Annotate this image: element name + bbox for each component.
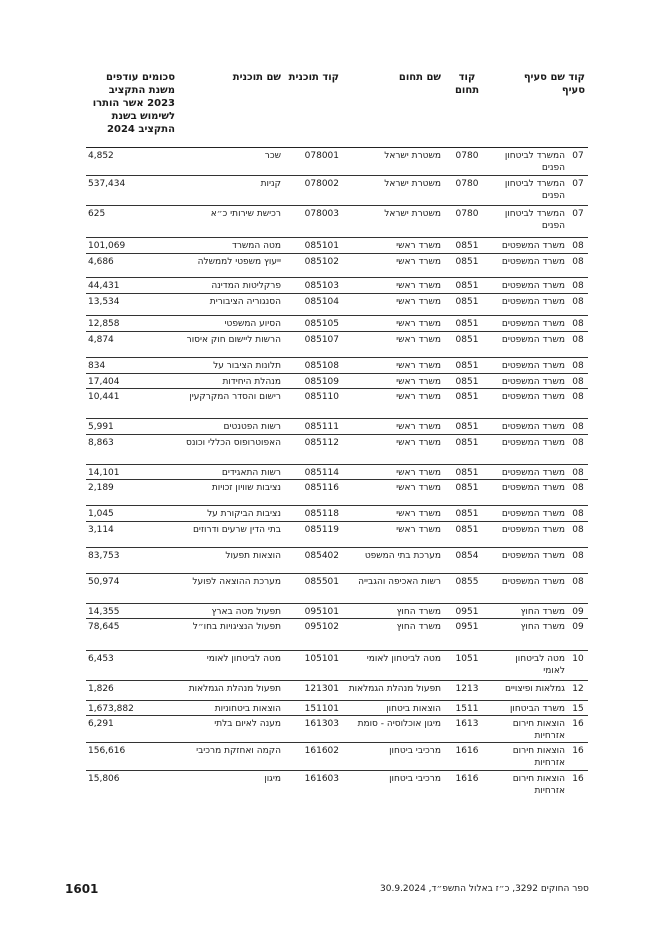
- cell-amount: 44,431: [88, 281, 120, 291]
- cell-prog-code: 161602: [304, 746, 339, 756]
- cell-area-code: 0851: [455, 361, 479, 371]
- cell-sec-code: 08: [572, 483, 584, 493]
- cell-area-name: מרכיבי ביטחון: [389, 746, 441, 756]
- cell-amount: 1,045: [88, 509, 114, 519]
- cell-sec-name: משרד המשפטים: [501, 525, 565, 535]
- table-row: [86, 176, 588, 206]
- cell-prog-name: תלונות הציבור על: [213, 361, 281, 371]
- cell-area-code: 0851: [455, 422, 479, 432]
- cell-area-code: 0780: [455, 151, 479, 161]
- cell-area-code: 0851: [455, 483, 479, 493]
- cell-area-code: 0851: [455, 297, 479, 307]
- table-row: [86, 278, 588, 294]
- cell-sec-code: 08: [572, 361, 584, 371]
- table-row: [86, 743, 588, 771]
- cell-amount: 537,434: [88, 179, 126, 189]
- cell-area-name: משרד ראשי: [396, 319, 441, 329]
- table-row: [86, 619, 588, 651]
- table-row: [86, 332, 588, 358]
- table-row: [86, 681, 588, 701]
- cell-prog-code: 161303: [304, 719, 339, 729]
- budget-table-container: [86, 67, 588, 799]
- cell-area-name: משרד ראשי: [396, 525, 441, 535]
- cell-sec-name: מטה לביטחון לאומי: [515, 654, 565, 676]
- cell-area-code: 1511: [455, 704, 479, 714]
- cell-prog-code: 085105: [304, 319, 339, 329]
- cell-prog-code: 161603: [304, 774, 339, 784]
- cell-amount: 4,874: [88, 335, 114, 345]
- cell-area-code: 0854: [455, 551, 479, 561]
- cell-prog-name: מנהלת היחידות: [222, 377, 281, 387]
- cell-area-code: 1613: [455, 719, 479, 729]
- cell-area-code: 0851: [455, 319, 479, 329]
- cell-prog-code: 085112: [304, 438, 339, 448]
- cell-area-code: 0851: [455, 335, 479, 345]
- cell-prog-code: 078003: [304, 209, 339, 219]
- cell-sec-name: משרד המשפטים: [501, 257, 565, 267]
- cell-area-name: משרד ראשי: [396, 297, 441, 307]
- cell-prog-name: רשות הפטנטים: [223, 422, 281, 432]
- budget-table: [86, 67, 588, 799]
- cell-sec-name: משרד המשפטים: [501, 361, 565, 371]
- cell-prog-code: 095102: [304, 622, 339, 632]
- cell-area-name: מיגון אוכלוסיה - סומת: [357, 719, 441, 729]
- cell-prog-name: הוצאות ביטחוניות: [214, 704, 281, 714]
- table-row: [86, 701, 588, 716]
- cell-sec-name: הוצאות חירום אזרחיות: [512, 719, 565, 741]
- table-header-row: [86, 67, 588, 148]
- cell-prog-code: 105101: [304, 654, 339, 664]
- cell-amount: 3,114: [88, 525, 114, 535]
- cell-amount: 6,291: [88, 719, 114, 729]
- cell-amount: 14,101: [88, 468, 120, 478]
- cell-sec-name: משרד המשפטים: [501, 551, 565, 561]
- cell-prog-name: תפעול מנהלת הגמלאות: [188, 684, 281, 694]
- cell-area-code: 0855: [455, 577, 479, 587]
- cell-prog-name: מטה לביטחון לאומי: [206, 654, 281, 664]
- cell-amount: 625: [88, 209, 106, 219]
- cell-area-name: משרד ראשי: [396, 257, 441, 267]
- cell-area-code: 0851: [455, 525, 479, 535]
- cell-sec-code: 08: [572, 509, 584, 519]
- cell-amount: 10,441: [88, 392, 120, 402]
- header-area-code: קוד תחום: [454, 72, 480, 96]
- cell-prog-name: מענה לאיום בלתי: [214, 719, 281, 729]
- table-row: [86, 294, 588, 316]
- cell-sec-name: משרד המשפטים: [501, 377, 565, 387]
- table-row: [86, 358, 588, 374]
- cell-sec-name: משרד המשפטים: [501, 297, 565, 307]
- table-row: [86, 238, 588, 254]
- cell-sec-name: משרד המשפטים: [501, 422, 565, 432]
- cell-sec-code: 07: [572, 209, 584, 219]
- cell-amount: 4,852: [88, 151, 114, 161]
- cell-prog-code: 085402: [304, 551, 339, 561]
- cell-area-name: משרד ראשי: [396, 377, 441, 387]
- cell-area-name: משרד החוץ: [396, 607, 441, 617]
- cell-area-name: משרד ראשי: [396, 335, 441, 345]
- cell-prog-name: הסנגוריה הציבורית: [209, 297, 281, 307]
- cell-prog-name: פרקליטות המדינה: [211, 281, 281, 291]
- cell-prog-name: מטה המשרד: [231, 241, 281, 251]
- cell-sec-code: 08: [572, 241, 584, 251]
- cell-prog-name: מערכת ההוצאה לפועל: [192, 577, 281, 587]
- cell-sec-name: הוצאות חירום אזרחיות: [512, 774, 565, 796]
- cell-sec-code: 08: [572, 319, 584, 329]
- cell-prog-code: 085114: [304, 468, 339, 478]
- cell-prog-code: 085103: [304, 281, 339, 291]
- cell-amount: 4,686: [88, 257, 114, 267]
- cell-sec-code: 16: [572, 719, 584, 729]
- cell-sec-code: 16: [572, 746, 584, 756]
- cell-sec-name: משרד החוץ: [520, 607, 565, 617]
- cell-area-code: 1616: [455, 774, 479, 784]
- cell-prog-code: 085119: [304, 525, 339, 535]
- cell-area-name: מטה לביטחון לאומי: [366, 654, 441, 664]
- cell-area-code: 0951: [455, 622, 479, 632]
- cell-prog-code: 085107: [304, 335, 339, 345]
- cell-sec-name: המשרד לביטחון הפנים: [504, 151, 565, 173]
- cell-amount: 83,753: [88, 551, 120, 561]
- cell-area-name: מרכיבי ביטחון: [389, 774, 441, 784]
- cell-amount: 15,806: [88, 774, 120, 784]
- cell-sec-code: 12: [572, 684, 584, 694]
- cell-amount: 17,404: [88, 377, 120, 387]
- table-body: [86, 148, 588, 799]
- cell-area-code: 0780: [455, 179, 479, 189]
- cell-sec-code: 08: [572, 377, 584, 387]
- cell-area-name: משרד ראשי: [396, 438, 441, 448]
- cell-sec-code: 08: [572, 438, 584, 448]
- cell-sec-name: משרד החוץ: [520, 622, 565, 632]
- cell-area-code: 1616: [455, 746, 479, 756]
- header-program-code: קוד תוכנית: [288, 72, 339, 83]
- cell-prog-name: האפוטרופוס הכללי וכונס: [186, 438, 281, 448]
- cell-area-code: 1213: [455, 684, 479, 694]
- cell-sec-code: 16: [572, 774, 584, 784]
- cell-sec-code: 08: [572, 281, 584, 291]
- cell-amount: 2,189: [88, 483, 114, 493]
- cell-sec-code: 08: [572, 577, 584, 587]
- table-row: [86, 254, 588, 278]
- cell-sec-name: משרד הביטחון: [509, 704, 565, 714]
- table-row: [86, 716, 588, 743]
- cell-amount: 12,858: [88, 319, 120, 329]
- cell-prog-name: רשות התאגידים: [221, 468, 281, 478]
- table-row: [86, 419, 588, 435]
- cell-sec-name: גמלאות ופיצויים: [504, 684, 565, 694]
- cell-area-name: משרד ראשי: [396, 281, 441, 291]
- cell-sec-name: משרד המשפטים: [501, 438, 565, 448]
- table-row: [86, 435, 588, 465]
- cell-sec-name: המשרד לביטחון הפנים: [504, 179, 565, 201]
- cell-sec-name: המשרד לביטחון הפנים: [504, 209, 565, 231]
- cell-sec-code: 08: [572, 468, 584, 478]
- cell-prog-name: בתי הדין שרעים ודרוזים: [192, 525, 281, 535]
- cell-amount: 5,991: [88, 422, 114, 432]
- cell-area-name: משטרת ישראל: [384, 151, 441, 161]
- table-row: [86, 389, 588, 419]
- cell-prog-code: 151101: [304, 704, 339, 714]
- table-row: [86, 651, 588, 681]
- cell-prog-name: קניות: [260, 179, 281, 189]
- table-row: [86, 506, 588, 522]
- cell-sec-code: 08: [572, 422, 584, 432]
- cell-prog-code: 085108: [304, 361, 339, 371]
- header-program-name: שם תוכנית: [232, 72, 281, 83]
- cell-sec-code: 07: [572, 179, 584, 189]
- table-row: [86, 465, 588, 480]
- cell-prog-name: רישום והסדר המקרקעין: [189, 392, 281, 402]
- cell-sec-name: משרד המשפטים: [501, 509, 565, 519]
- cell-area-code: 0851: [455, 377, 479, 387]
- cell-area-name: מערכת בתי המשפט: [364, 551, 441, 561]
- cell-area-code: 0951: [455, 607, 479, 617]
- cell-area-code: 0851: [455, 392, 479, 402]
- cell-area-name: משרד החוץ: [396, 622, 441, 632]
- cell-prog-name: הרשות ליישום חוק איסור: [186, 335, 281, 345]
- cell-prog-name: תפעול מטה בארץ: [211, 607, 281, 617]
- cell-prog-code: 085102: [304, 257, 339, 267]
- cell-area-code: 0851: [455, 257, 479, 267]
- cell-prog-name: נציבות הביקורת על: [207, 509, 281, 519]
- table-row: [86, 548, 588, 574]
- header-amount: סכומים עודפים משנת התקציב 2023 אשר הותרו לשימוש בשנת התקציב 2024: [92, 72, 175, 135]
- cell-area-code: 0851: [455, 241, 479, 251]
- cell-area-code: 0851: [455, 438, 479, 448]
- cell-sec-name: משרד המשפטים: [501, 319, 565, 329]
- cell-prog-name: הוצאות תפעול: [225, 551, 281, 561]
- cell-area-name: משטרת ישראל: [384, 179, 441, 189]
- cell-prog-code: 095101: [304, 607, 339, 617]
- cell-area-code: 1051: [455, 654, 479, 664]
- cell-sec-code: 08: [572, 257, 584, 267]
- cell-prog-name: הסיוע המשפטי: [224, 319, 281, 329]
- cell-amount: 50,974: [88, 577, 120, 587]
- table-row: [86, 574, 588, 604]
- cell-sec-name: משרד המשפטים: [501, 468, 565, 478]
- cell-area-name: משטרת ישראל: [384, 209, 441, 219]
- cell-prog-code: 085110: [304, 392, 339, 402]
- cell-sec-code: 09: [572, 607, 584, 617]
- cell-sec-name: משרד המשפטים: [501, 335, 565, 345]
- header-section-name: שם סעיף: [523, 72, 565, 83]
- cell-area-name: רשות האכיפה והגבייה: [358, 577, 441, 587]
- cell-area-name: משרד ראשי: [396, 422, 441, 432]
- cell-prog-name: מיגון: [264, 774, 281, 784]
- table-row: [86, 604, 588, 619]
- cell-sec-code: 15: [572, 704, 584, 714]
- cell-prog-code: 085104: [304, 297, 339, 307]
- table-row: [86, 480, 588, 506]
- cell-sec-name: משרד המשפטים: [501, 483, 565, 493]
- cell-prog-code: 085111: [304, 422, 339, 432]
- cell-sec-code: 07: [572, 151, 584, 161]
- cell-sec-code: 08: [572, 392, 584, 402]
- table-row: [86, 374, 588, 389]
- cell-area-name: תפעול מנהלת הגמלאות: [348, 684, 441, 694]
- header-section-code: קוד סעיף: [561, 72, 585, 96]
- cell-area-name: משרד ראשי: [396, 361, 441, 371]
- cell-sec-code: 08: [572, 297, 584, 307]
- cell-amount: 8,863: [88, 438, 114, 448]
- table-row: [86, 771, 588, 799]
- table-row: [86, 206, 588, 238]
- cell-prog-code: 121301: [304, 684, 339, 694]
- cell-amount: 101,069: [88, 241, 126, 251]
- cell-sec-code: 08: [572, 335, 584, 345]
- cell-prog-code: 085501: [304, 577, 339, 587]
- cell-sec-name: הוצאות חירום אזרחיות: [512, 746, 565, 768]
- cell-amount: 1,826: [88, 684, 114, 694]
- page-number: 1601: [65, 882, 99, 896]
- cell-prog-name: שכר: [264, 151, 281, 161]
- cell-area-name: משרד ראשי: [396, 468, 441, 478]
- cell-prog-code: 085101: [304, 241, 339, 251]
- cell-amount: 78,645: [88, 622, 120, 632]
- cell-amount: 6,453: [88, 654, 114, 664]
- cell-sec-code: 09: [572, 622, 584, 632]
- cell-sec-code: 08: [572, 551, 584, 561]
- cell-amount: 156,616: [88, 746, 126, 756]
- cell-area-code: 0851: [455, 509, 479, 519]
- cell-area-name: משרד ראשי: [396, 509, 441, 519]
- cell-sec-code: 08: [572, 525, 584, 535]
- cell-prog-name: רכישת שירותי כ״א: [210, 209, 281, 219]
- cell-sec-name: משרד המשפטים: [501, 577, 565, 587]
- cell-area-name: הוצאות ביטחון: [386, 704, 441, 714]
- cell-prog-code: 085109: [304, 377, 339, 387]
- cell-sec-name: משרד המשפטים: [501, 241, 565, 251]
- source-line: ספר החוקים 3292, כ״ז באלול התשפ״ד, 30.9.2024: [380, 884, 589, 894]
- header-area-name: שם תחום: [398, 72, 441, 83]
- cell-sec-name: משרד המשפטים: [501, 392, 565, 402]
- cell-prog-code: 078002: [304, 179, 339, 189]
- cell-amount: 14,355: [88, 607, 120, 617]
- cell-sec-name: משרד המשפטים: [501, 281, 565, 291]
- cell-area-name: משרד ראשי: [396, 241, 441, 251]
- cell-prog-name: נציבות שוויון זכויות: [211, 483, 281, 493]
- table-row: [86, 148, 588, 176]
- cell-amount: 834: [88, 361, 106, 371]
- cell-prog-code: 085116: [304, 483, 339, 493]
- cell-prog-code: 078001: [304, 151, 339, 161]
- cell-amount: 1,673,882: [88, 704, 134, 714]
- cell-prog-name: תפעול הנציגויות בחו״ל: [192, 622, 281, 632]
- cell-prog-code: 085118: [304, 509, 339, 519]
- cell-area-code: 0851: [455, 281, 479, 291]
- cell-area-code: 0851: [455, 468, 479, 478]
- table-row: [86, 316, 588, 332]
- cell-prog-name: ייעוץ משפטי לממשלה: [197, 257, 281, 267]
- cell-area-name: משרד ראשי: [396, 392, 441, 402]
- cell-prog-name: הקמה ואחזקת מרכיבי: [196, 746, 281, 756]
- table-row: [86, 522, 588, 548]
- cell-amount: 13,534: [88, 297, 120, 307]
- cell-sec-code: 10: [572, 654, 584, 664]
- cell-area-name: משרד ראשי: [396, 483, 441, 493]
- cell-area-code: 0780: [455, 209, 479, 219]
